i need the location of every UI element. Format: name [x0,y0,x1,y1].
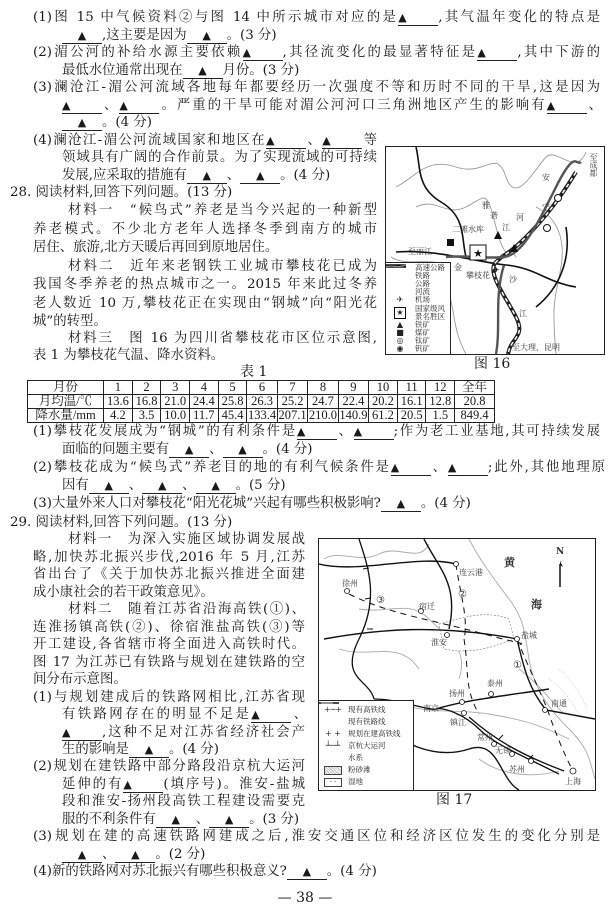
text-line [62,441,313,459]
answer-blank: ▲ [448,460,488,476]
table-cell: 24.4 [190,395,219,409]
vanadium-mine-icon: ◉ [396,344,404,353]
text-fragment: 。(3 分) [249,812,300,827]
answer-blank: ▲ [322,133,362,149]
table-row [28,395,495,409]
text-fragment: 、 [291,707,308,722]
text-fragment: 老人数近 10 万,攀枝花正在实现由“钢城”向“阳光花 [33,296,377,311]
legend-label: 公路 [415,279,430,288]
text-fragment: 生的影响是 [62,742,129,757]
legend-item [386,345,450,353]
table-cell: 11 [397,381,426,395]
text-fragment: 、 [226,168,241,183]
text-line [62,741,219,759]
text-fragment: 。(5 分) [235,478,286,493]
airport-icon: ✈ [492,266,500,276]
text-fragment: 居住、旅游,北方天暖后再回到原地居住。 [33,240,279,255]
label-yancheng: 盐城 [521,631,537,640]
table-cell: 20.8 [455,395,495,409]
label-to-dali-kunming: 至大理、昆明 [512,343,560,352]
text-fragment: 、 [336,424,354,439]
figure-17-map [318,538,596,791]
table-cell: 4.2 [104,409,133,423]
text-fragment: 延伸的有 [62,777,124,792]
text-fragment: 。(4 分) [262,442,313,457]
text-line [62,706,307,724]
text-fragment: 城”的转型。 [33,314,107,329]
label-sha: 沙 [509,275,517,284]
legend-item [319,716,413,728]
legend-label: 国家级风景名胜区 [415,303,445,321]
legend-label: 河流 [415,287,430,296]
text-line [33,495,471,513]
text-fragment: 、 [128,478,143,493]
table-cell: 21.0 [161,395,190,409]
coal-mine-icon: ■ [396,328,404,337]
titanium-mine-icon: ◎ [396,336,404,345]
label-long: 砻 [490,211,498,220]
text-fragment: (2)规划在建铁路中部分路段沿京杭大运河 [33,759,305,774]
text-fragment: (3)大量外来人口对攀枝花“阳光花城”兴起有哪些积极影响? [33,496,381,511]
airport-icon: ✈ [396,295,404,304]
planned-hsr-icon: + + [325,729,341,738]
table-cell: 849.4 [455,409,495,423]
text-fragment: 、 [430,460,448,475]
label-ertan-reservoir: 二滩水库 [452,225,484,234]
text-fragment: ,其径流变化的最显著特征是 [282,45,478,60]
text-fragment: 表 1 为攀枝花气温、降水资料。 [33,348,225,363]
text-fragment: ,其气温年变化的特点是 [438,10,600,25]
table-cell: 61.2 [369,409,398,423]
answer-blank: ▲ [142,478,182,494]
text-line [68,258,377,276]
text-fragment: 开工建设,各省辖市将全面进入高铁时代。 [33,637,305,652]
wetland-icon: - - [322,778,344,786]
label-taizhou: 泰州 [487,679,503,688]
legend-label: 现有铁路线 [348,717,386,726]
text-fragment: ;作为老工业基地,其可持续发展 [393,424,600,439]
text-fragment: 最低水位通常出现在 [62,63,183,78]
table-cell: 3.5 [132,409,161,423]
legend-label: 机场 [415,295,430,304]
answer-blank: ▲ [187,28,227,44]
label-yangzhou: 扬州 [449,689,465,698]
answer-blank: ▲ [196,478,236,494]
text-fragment: 成小康社会的若干政策意见》。 [33,585,214,600]
table-cell: 12.8 [426,395,455,409]
answer-blank: ▲ [119,98,159,114]
legend-label: 钛矿 [415,336,430,345]
table-cell: 12 [426,381,455,395]
text-fragment: (1)攀枝花发展成为“钢城”的有利条件是 [33,424,297,439]
label-changzhou: 常州 [477,733,493,742]
legend-label: 高速公路 [415,263,445,272]
text-fragment: ,其中下游的 [517,45,601,60]
table-cell: 20.5 [397,409,426,423]
text-line [33,459,605,477]
text-fragment: (2)湄公河的补给水源主要依赖 [33,45,243,60]
table-cell: 25.2 [277,395,307,409]
text-fragment: 间分布示意图。 [33,672,127,687]
text-line [68,202,377,220]
table-cell: 210.0 [308,408,338,422]
table-cell: 207.1 [278,408,307,422]
text-fragment: 领域具有广阔的合作前景。为了实现流域的可持续 [62,150,377,165]
text-fragment: (1)与规划建成后的铁路网相比,江苏省现 [33,690,305,705]
text-fragment: 连淮扬镇高铁(②)、徐宿淮盐高铁(③)等 [33,620,305,635]
text-fragment: 材料二 随着江苏省沿海高铁(①)、 [68,602,305,617]
text-line [68,601,305,619]
answer-blank: ▲ [156,812,196,828]
label-he: 河 [516,213,524,222]
answer-blank: ▲ [62,725,102,741]
legend-item [319,728,413,740]
label-suqian: 宿迁 [419,602,435,611]
north-label: N [556,547,565,557]
table-1-caption: 表 1 [240,364,268,380]
label-suzhou: 苏州 [509,765,525,774]
label-line-3: ③ [376,595,385,606]
answer-blank: ▲ [266,133,306,149]
text-fragment: 。(4 分) [420,496,471,511]
text-line [33,44,600,62]
answer-blank: ▲ [62,98,102,114]
text-fragment: (4)新的铁路网对苏北振兴有哪些积极意义? [33,864,287,879]
text-fragment: 因有 [62,478,89,493]
text-line [33,671,127,689]
text-fragment: 省出台了《关于加快苏北振兴推进全面建 [33,567,305,582]
table-cell: 4 [190,381,219,395]
legend-item [319,764,413,776]
figure-16-map [385,146,605,355]
text-fragment: (3)澜沧江-湄公河流域各地每年都要经历一次强度不等和历时不同的干旱,这是因为 [33,80,600,95]
text-fragment: (3)规划在建的高速铁路网建成之后,淮安交通区位和经济区位发生的变化分别是 [33,829,600,844]
text-fragment: 材料一 “候鸟式”养老是当今兴起的一种新型 [68,203,377,218]
label-to-chengdu: 至成都 [589,153,598,177]
answer-blank: ▲ [187,168,227,184]
existing-railway-icon [322,718,344,726]
text-line [62,167,330,185]
label-huang-sea: 黄 [504,556,515,569]
text-fragment: (2)攀枝花成为“候鸟式”养老目的地的有利气候条件是 [33,460,391,475]
text-fragment: 段和淮安-扬州段高铁工程建设需要克 [62,794,305,809]
label-ning: 宁 [542,203,550,212]
text-fragment: 材料三 图 16 为四川省攀枝花市区位示意图, [68,331,377,346]
text-line [62,724,305,742]
legend-item [319,752,413,764]
table-header-row [28,381,495,395]
text-fragment: 材料二 近年来老钢铁工业城市攀枝花已成为 [68,259,377,274]
legend-label: 铁矿 [415,320,430,329]
answer-blank: ▲ [183,63,223,79]
answer-blank: ▲ [240,168,280,184]
label-zhenjiang: 镇江 [450,718,466,727]
answer-blank: ▲ [297,424,337,440]
text-line [33,221,377,239]
figure-16-caption: 图 16 [474,356,511,372]
text-line [62,793,305,811]
text-fragment: 略,加快苏北振兴步伐,2016 年 5 月,江苏 [33,550,305,565]
answer-blank: ▲ [62,847,102,863]
vanadium-mine-icon [555,195,562,202]
text-line [62,114,152,132]
text-line [33,619,305,637]
scenic-area-star-icon: ★ [394,307,406,319]
text-fragment: 、 [209,442,223,457]
legend-label: 铁路 [415,271,430,280]
table-cell: 13.6 [104,395,133,409]
table-cell: 6 [247,381,277,395]
text-fragment: 等 [362,133,378,148]
legend-label: 湿地 [348,777,363,786]
text-line [62,776,305,794]
legend-label: 现有高铁线 [348,705,386,714]
legend-item [386,296,450,304]
question-28-heading [10,184,232,202]
table-cell: 9 [338,381,368,395]
table-cell: 11.7 [190,409,219,423]
legend-item [319,776,413,788]
answer-blank: ▲ [89,478,129,494]
text-fragment: 。(4 分) [326,864,377,879]
text-line [33,276,377,294]
answer-blank: ▲ [243,45,283,61]
legend-label: 粉砂滩 [348,765,371,774]
text-fragment: 28. 阅读材料,回答下列问题。(13 分) [10,185,233,200]
label-panzhihua: 攀枝花 [466,271,490,280]
legend-label: 煤矿 [415,328,430,337]
text-line [33,636,305,654]
label-line-1: ① [513,660,522,671]
table-cell: 5 [218,381,247,395]
iron-mine-icon [494,231,502,239]
label-an: 安 [542,173,550,182]
table-cell: 16.1 [397,395,426,409]
answer-blank: ▲ [398,10,438,26]
page-number: — 38 — [277,890,333,906]
table-cell: 降水量/mm [28,409,104,423]
text-fragment: 29. 阅读材料,回答下列问题。(13 分) [10,515,233,530]
table-cell: 全年 [455,381,495,395]
label-line-2: ② [458,589,467,600]
silt-beach-icon [322,766,344,774]
text-fragment: (填序号)。淮安-盐城 [163,777,305,792]
text-fragment: 养老模式。不少北方老年人选择冬季到南方的城市 [33,222,377,237]
text-fragment: (1)图 15 中气候资料②与图 14 中所示城市对应的是 [33,10,399,25]
legend-label: 钒矿 [415,344,430,353]
label-huaian: 淮安 [431,638,447,647]
text-line [33,584,214,602]
table-cell: 月均温/℃ [28,395,104,409]
answer-blank: ▲ [223,442,263,458]
text-line [33,423,600,441]
label-shanghai: 上海 [565,777,581,786]
text-line [62,97,602,115]
answer-blank: ▲ [287,864,327,880]
table-cell: 22.4 [338,395,368,409]
text-fragment: ;此外,其他地理原 [487,460,605,475]
text-line [33,239,278,257]
legend-label: 规划在建高铁线 [348,729,401,738]
water-system-icon [322,754,344,762]
text-line [62,62,299,80]
question-29-heading [10,514,232,532]
railway-icon [389,272,411,280]
answer-blank: ▲ [477,45,517,61]
text-fragment: ,这种不足对江苏省经济社会产 [102,725,305,740]
answer-blank: ▲ [209,812,249,828]
table-cell: 20.2 [369,395,398,409]
text-line [68,330,377,348]
answer-blank: ▲ [381,496,421,512]
label-xuzhou: 徐州 [342,579,358,588]
table-cell: 45.4 [218,409,247,423]
legend-item [319,704,413,716]
label-jiang: 江 [502,223,510,232]
text-line [62,27,277,45]
text-fragment: 材料一 为深入实施区域协调发展战 [68,532,305,547]
text-line [33,689,305,707]
text-line [33,79,600,97]
text-line [33,295,377,313]
text-line [33,654,305,672]
label-nantong: 南通 [551,699,567,708]
text-line [33,828,600,846]
table-cell: 24.7 [308,395,338,409]
legend-item [386,304,450,321]
text-line [33,549,305,567]
figure-17-caption: 图 17 [436,792,473,808]
text-line [33,347,224,365]
text-line [62,846,205,864]
road-icon [389,280,411,288]
text-fragment: (4)澜沧江-湄公河流域国家和地区在 [33,133,267,148]
text-fragment: 、 [195,812,210,827]
table-cell: 月份 [28,381,104,395]
figure-17-legend [319,700,414,790]
table-cell: 1 [104,381,133,395]
text-line [62,811,299,829]
text-fragment: 月份。(3 分) [222,63,300,78]
text-line [33,132,377,150]
text-fragment: ,这主要是因为 [102,28,187,43]
coal-mine-icon [447,239,454,246]
table-cell: 16.8 [132,395,161,409]
text-fragment: 面临的问题主要有 [62,442,170,457]
label-nanjing: 南京 [423,704,439,713]
text-fragment: 我国冬季养老的热点城市之一。2015 年来此过冬养 [33,277,377,292]
label-ya: 雅 [482,201,490,210]
text-fragment: 。(3 分) [226,28,277,43]
table-cell: 10.0 [161,409,190,423]
text-line [33,566,305,584]
text-fragment: 。(4 分) [102,115,153,130]
answer-blank: ▲ [391,460,431,476]
text-fragment: 、 [102,847,116,862]
answer-blank: ▲ [115,847,155,863]
table-cell: 1.5 [426,409,455,423]
table-cell: 3 [161,381,190,395]
text-line [33,758,305,776]
legend-item [319,740,413,752]
table-cell: 10 [369,381,398,395]
table-cell: 25.8 [218,395,247,409]
table-cell: 7 [277,381,307,395]
answer-blank: ▲ [129,742,169,758]
text-line [68,531,305,549]
text-fragment: 、 [182,478,196,493]
label-jiang-2: 江 [519,309,527,318]
text-fragment: 。严重的干旱可能对湄公河河口三角洲地区产生的影响有 [159,98,547,113]
label-wuxi: 无锡 [495,746,511,755]
answer-blank: ▲ [123,777,163,793]
figure-16-legend [386,262,451,354]
text-line [62,477,286,495]
answer-blank: ▲ [62,115,102,131]
text-line [62,149,377,167]
text-fragment: 。(4 分) [168,742,219,757]
text-fragment: 。(2 分) [155,847,206,862]
text-fragment: 有铁路网存在的明显不足是 [62,707,252,722]
text-line [33,863,377,881]
text-line [33,313,107,331]
table-cell: 140.9 [339,408,368,422]
answer-blank: ▲ [169,442,209,458]
label-lianyungang: 连云港 [459,568,483,577]
text-fragment: 。(4 分) [280,168,331,183]
text-fragment: 、 [586,98,602,113]
text-line [33,9,600,27]
label-to-lijiang: 至丽江 [408,247,432,256]
text-fragment: 、 [306,133,323,148]
label-jin: 金 [454,263,462,272]
text-fragment: 图 17 为江苏已有铁路与规划在建铁路的空 [33,655,305,670]
table-cell: 8 [308,381,338,395]
climate-table [27,380,495,423]
legend-label: 水系 [348,753,363,762]
table-cell: 2 [132,381,161,395]
titanium-mine-icon [544,225,551,232]
scenic-area-star-icon: ★ [473,247,483,260]
iron-mine-icon: ▲ [396,320,404,329]
text-fragment: 、 [102,98,120,113]
table-cell: 26.3 [247,395,277,409]
answer-blank: ▲ [547,98,587,114]
existing-hsr-icon: +─+ [323,705,343,714]
answer-blank: ▲ [251,707,291,723]
text-fragment: 服的不利条件有 [62,812,156,827]
label-hai: 海 [531,598,542,611]
table-row [28,409,495,423]
legend-label: 京杭大运河 [348,741,386,750]
answer-blank: ▲ [354,424,394,440]
text-fragment: 发展,应采取的措施有 [62,168,187,183]
grand-canal-icon: ┴─┴ [325,741,341,750]
table-cell: 133.4 [247,408,277,422]
answer-blank: ▲ [62,28,102,44]
